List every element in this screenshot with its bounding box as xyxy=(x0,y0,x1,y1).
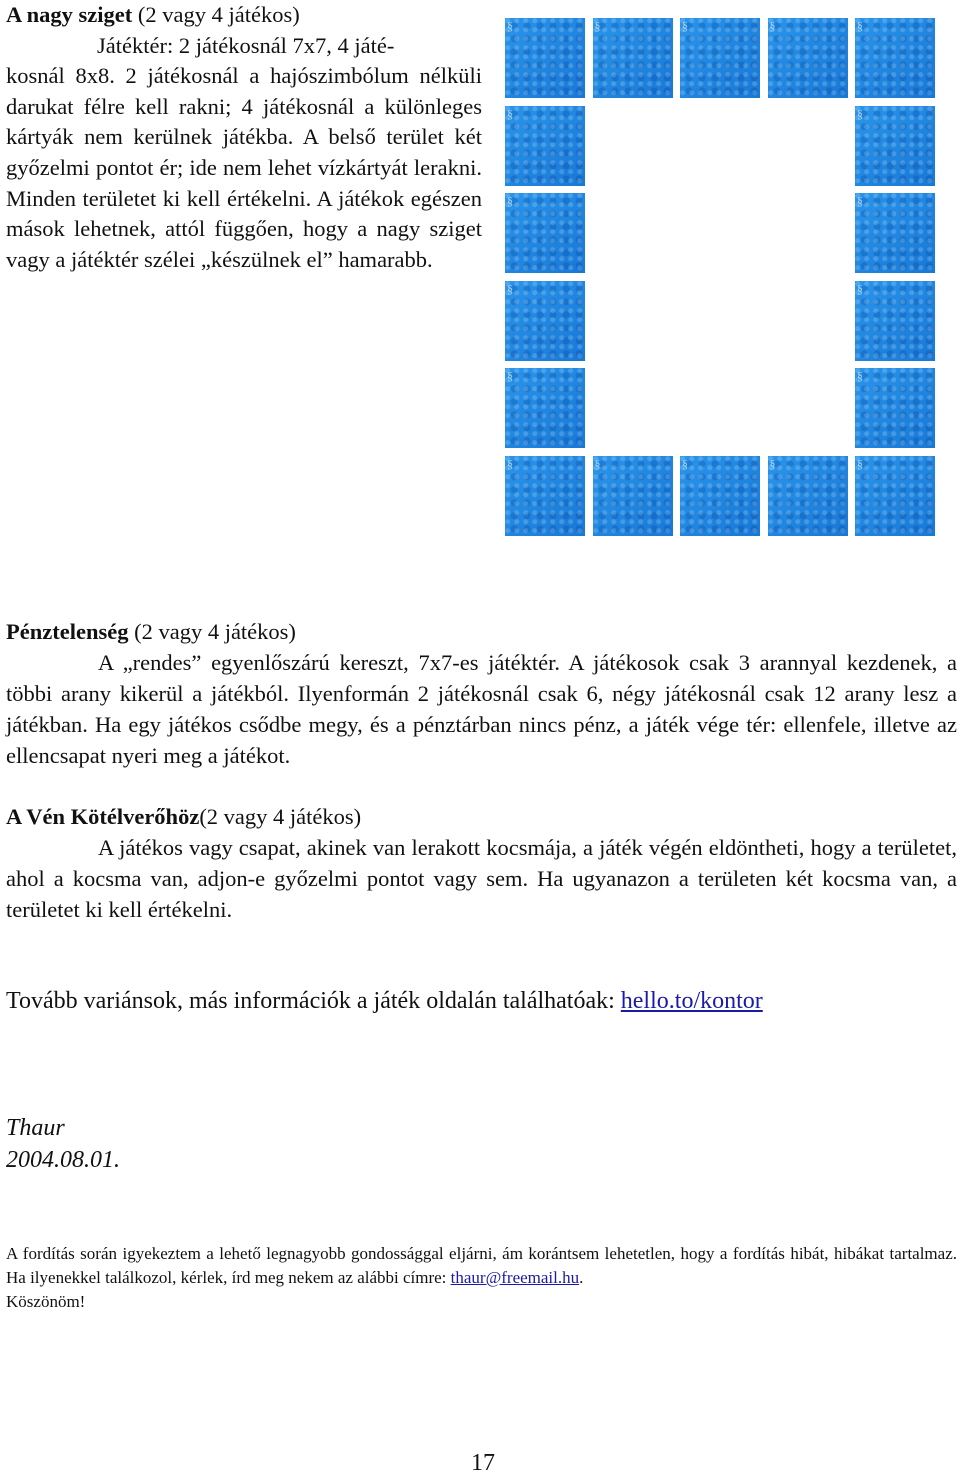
thanks-text: Köszönöm! xyxy=(6,1292,86,1311)
swirl-icon: § xyxy=(769,456,776,471)
section-body: A játékos vagy csapat, akinek van lerakott kocsmája, a játék végén eldöntheti, hogy a területet, ahol a kocsma van, adjon-e győzelmi pontot vagy sem. Ha ugyanazon a területen két kocsma van, a területet ki kell értékelni. xyxy=(6,835,957,922)
water-tile-ring xyxy=(505,18,939,538)
page-number: 17 xyxy=(471,1450,495,1476)
signature-date: 2004.08.01. xyxy=(6,1147,120,1173)
section-body: kosnál 8x8. 2 játékosnál a hajószimbólum nélküli darukat félre kell rakni; 4 játékosnál a különleges kártyák nem kerülnek játékba. A belső terület két győzelmi pontot ér; ide nem lehet vízkártyát lerakni. Minden területet ki kell értékelni. A játékok egészen mások lehetnek, attól függően, hogy a nagy sziget vagy a játéktér szélei „készülnek el” hamarabb. xyxy=(6,63,482,272)
swirl-icon: § xyxy=(769,19,776,33)
email-link[interactable]: thaur@freemail.hu xyxy=(450,1268,580,1287)
swirl-icon: § xyxy=(682,456,688,471)
signature-name: Thaur xyxy=(6,1115,65,1141)
swirl-icon: § xyxy=(507,281,513,296)
water-card-tile xyxy=(505,281,585,361)
water-card-tile xyxy=(505,193,585,273)
water-card-tile xyxy=(855,106,935,186)
swirl-icon: § xyxy=(682,19,688,33)
water-card-tile xyxy=(680,456,760,536)
water-card-tile xyxy=(768,456,848,536)
more-info-text: Tovább variánsok, más információk a játék oldalán találhatóak: xyxy=(6,988,621,1014)
swirl-icon: § xyxy=(507,19,513,33)
swirl-icon: § xyxy=(857,106,863,121)
section-title: Pénztelenség xyxy=(6,619,129,644)
swirl-icon: § xyxy=(507,456,513,471)
water-card-tile xyxy=(593,18,673,98)
section-heading xyxy=(6,0,482,31)
water-card-tile xyxy=(593,456,673,536)
swirl-icon: § xyxy=(857,194,863,208)
section-penztelenseg xyxy=(6,616,957,771)
translator-note-text: A fordítás során igyekeztem a lehető legnagyobb gondossággal eljárni, ám korántsem lehetetlen, hogy a fordítás hibát, hibákat tartalmaz. Ha ilyenekkel találkozol, kérlek, írd meg nekem az alábbi címre: xyxy=(6,1244,957,1287)
water-card-tile xyxy=(855,281,935,361)
section-title: A Vén Kötélverőhöz xyxy=(6,804,200,829)
water-card-tile xyxy=(855,193,935,273)
section-title: A nagy sziget xyxy=(6,2,133,27)
swirl-icon: § xyxy=(507,106,513,121)
section-title-suffix: (2 vagy 4 játékos) xyxy=(128,619,296,644)
more-info-line xyxy=(6,986,957,1017)
water-card-tile xyxy=(505,456,585,536)
water-card-tile xyxy=(505,18,585,98)
water-card-tile xyxy=(680,18,760,98)
swirl-icon: § xyxy=(857,19,863,33)
section-title-suffix: (2 vagy 4 játékos) xyxy=(199,804,362,829)
water-card-tile xyxy=(505,106,585,186)
water-card-tile xyxy=(855,18,935,98)
water-card-tile xyxy=(855,456,935,536)
translator-note xyxy=(6,1242,957,1314)
section-first-line: Játéktér: 2 játékosnál 7x7, 4 játé- xyxy=(97,32,395,58)
water-card-tile xyxy=(768,18,848,98)
swirl-icon: § xyxy=(857,369,863,383)
swirl-icon: § xyxy=(507,194,513,208)
translator-note-end: . xyxy=(579,1268,584,1287)
swirl-icon: § xyxy=(594,456,601,471)
water-card-tile xyxy=(505,368,585,448)
section-ven-kotelverohoz xyxy=(6,801,957,925)
section-heading xyxy=(6,616,957,647)
water-card-tile xyxy=(855,368,935,448)
section-body: A „rendes” egyenlőszárú kereszt, 7x7-es játéktér. A játékosok csak 3 arannyal kezdenek, a többi arany kikerül a játékból. Ilyenformán 2 játékosnál csak 6, négy játékosnál csak 12 arany lesz a játékban. Ha egy játékos csődbe megy, és a pénztárban nincs pénz, a játék vége tér: ellenfele, illetve az ellencsapat nyeri meg a játékot. xyxy=(6,650,957,768)
swirl-icon: § xyxy=(857,456,863,471)
section-nagy-sziget xyxy=(6,0,482,275)
section-heading xyxy=(6,801,957,832)
website-link[interactable]: hello.to/kontor xyxy=(620,988,763,1014)
swirl-icon: § xyxy=(594,19,601,33)
swirl-icon: § xyxy=(857,281,863,296)
section-title-suffix: (2 vagy 4 játékos) xyxy=(132,2,300,27)
swirl-icon: § xyxy=(507,369,513,383)
